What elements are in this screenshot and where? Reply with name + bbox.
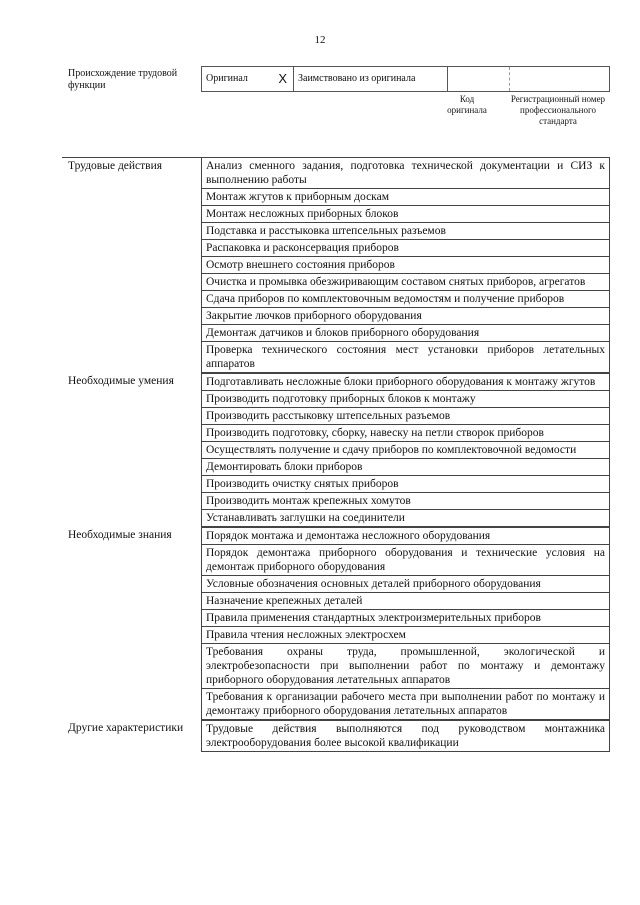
table-row: Порядок монтажа и демонтажа несложного оборудования: [201, 527, 610, 545]
table-row: Демонтаж датчиков и блоков приборного оборудования: [201, 325, 610, 342]
section-label: Необходимые знания: [68, 529, 172, 541]
section-label: Необходимые умения: [68, 375, 174, 387]
labor-function-table: [62, 157, 610, 752]
table-row: Трудовые действия выполняются под руководством монтажника электрооборудования более высокой квалификации: [201, 720, 610, 752]
table-row: Производить подготовку, сборку, навеску на петли створок приборов: [201, 425, 610, 442]
code-divider: [509, 67, 510, 91]
table-row: Подставка и расстыковка штепсельных разъемов: [201, 223, 610, 240]
table-row: Подготавливать несложные блоки приборного оборудования к монтажу жгутов: [201, 373, 610, 391]
section: [62, 720, 610, 752]
table-row: Проверка технического состояния мест установки приборов летательных аппаратов: [201, 342, 610, 373]
table-row: Назначение крепежных деталей: [201, 593, 610, 610]
origin-box: [201, 66, 610, 92]
page-number: 12: [314, 34, 326, 46]
table-row: Порядок демонтажа приборного оборудования и технические условия на демонтаж приборного оборудования: [201, 545, 610, 576]
table-row: Правила применения стандартных электроизмерительных приборов: [201, 610, 610, 627]
table-row: Монтаж жгутов к приборным доскам: [201, 189, 610, 206]
table-row: Сдача приборов по комплектовочным ведомостям и получение приборов: [201, 291, 610, 308]
table-row: Производить монтаж крепежных хомутов: [201, 493, 610, 510]
section-items: [201, 373, 610, 527]
reg-caption: Регистрационный номер профессионального стандарта: [510, 94, 606, 126]
section-items: [201, 527, 610, 720]
table-row: Монтаж несложных приборных блоков: [201, 206, 610, 223]
table-row: Правила чтения несложных электросхем: [201, 627, 610, 644]
section: [62, 157, 610, 373]
table-row: Демонтировать блоки приборов: [201, 459, 610, 476]
table-row: Анализ сменного задания, подготовка технической документации и СИЗ к выполнению работы: [201, 157, 610, 189]
table-row: Осмотр внешнего состояния приборов: [201, 257, 610, 274]
original-mark: X: [278, 71, 287, 86]
section: [62, 527, 610, 720]
section-items: [201, 157, 610, 373]
table-row: Очистка и промывка обезжиривающим составом снятых приборов, агрегатов: [201, 274, 610, 291]
table-row: Производить подготовку приборных блоков к монтажу: [201, 391, 610, 408]
section: [62, 373, 610, 527]
table-row: Требования к организации рабочего места при выполнении работ по монтажу и демонтажу приборного оборудования летательных аппаратов: [201, 689, 610, 720]
table-row: Распаковка и расконсервация приборов: [201, 240, 610, 257]
section-label: Другие характеристики: [68, 722, 184, 734]
table-row: Устанавливать заглушки на соединители: [201, 510, 610, 527]
table-row: Осуществлять получение и сдачу приборов по комплектовочной ведомости: [201, 442, 610, 459]
table-row: Требования охраны труда, промышленной, экологической и электробезопасности при выполнении работ по монтажу и демонтажу приборного оборудования летательных аппаратов: [201, 644, 610, 689]
table-row: Условные обозначения основных деталей приборного оборудования: [201, 576, 610, 593]
code-caption: Код оригинала: [447, 94, 487, 115]
borrowed-label: Заимствовано из оригинала: [298, 73, 416, 84]
table-row: Производить очистку снятых приборов: [201, 476, 610, 493]
origin-label: Происхождение трудовой функции: [68, 68, 178, 91]
original-cell: [202, 67, 294, 91]
section-label: Трудовые действия: [62, 157, 201, 373]
borrowed-cell: [294, 67, 448, 91]
table-row: Закрытие лючков приборного оборудования: [201, 308, 610, 325]
section-items: [201, 720, 610, 752]
table-row: Производить расстыковку штепсельных разъемов: [201, 408, 610, 425]
original-label: Оригинал: [206, 73, 248, 84]
origin-table: [62, 66, 610, 126]
